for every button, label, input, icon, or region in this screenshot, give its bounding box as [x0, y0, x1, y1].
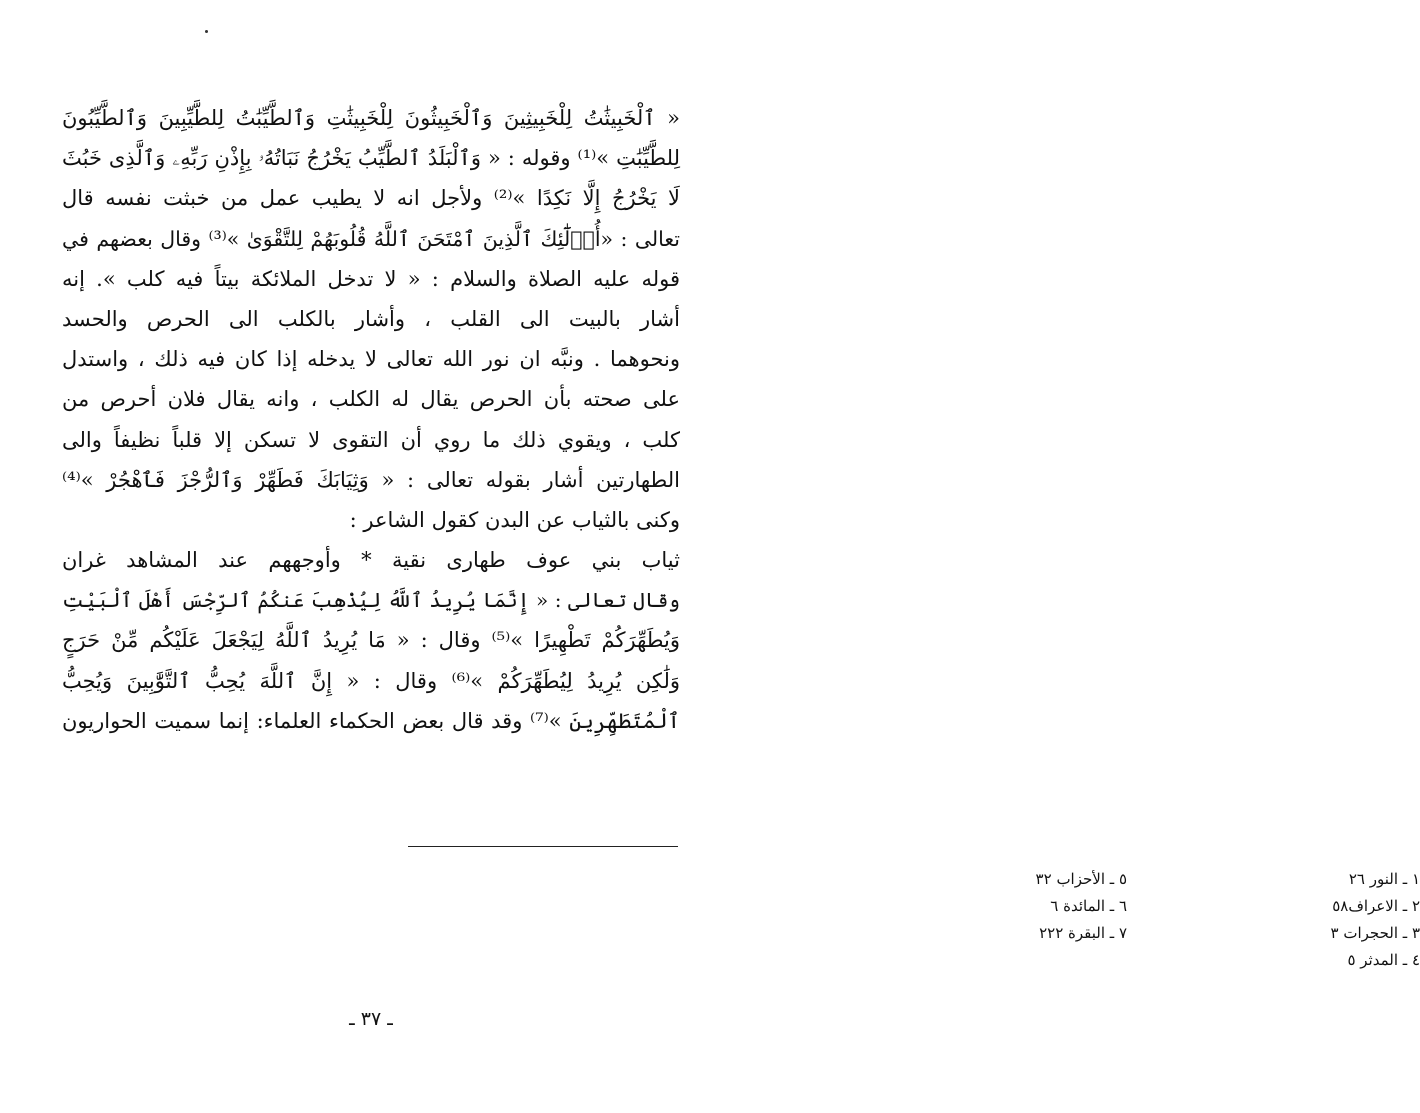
- text-line: كلب ، ويقوي ذلك ما روي أن التقوى لا تسكن إلا قلباً نظيفاً والى: [62, 427, 680, 452]
- footnote: ٥ ـ الأحزاب ٣٢: [1035, 870, 1127, 888]
- text-line: وكنى بالثياب عن البدن كقول الشاعر :: [349, 507, 680, 532]
- text-line: « ٱلْخَبِيثَٰتُ لِلْخَبِيثِينَ وَٱلْخَبِيثُونَ لِلْخَبِيثَٰتِ وَٱلطَّيِّبَٰتُ لِلطَّيِّبِينَ وَٱلطَّيِّبُونَ: [62, 106, 680, 130]
- poetry-verse: ثياب بني عوف طهارى نقية * وأوجههم عند المشاهد غران: [62, 548, 680, 573]
- footnote: ٧ ـ البقرة ٢٢٢: [1039, 924, 1127, 942]
- footnote: ٣ ـ الحجرات ٣: [1330, 924, 1420, 942]
- text-line: وَيُطَهِّرَكُمْ تَطْهِيرًا »⁽⁵⁾ وقال : « مَا يُرِيدُ ٱللَّهُ لِيَجْعَلَ عَلَيْكُم مِّنْ حَرَجٍ: [62, 628, 681, 653]
- footnotes-right-column: [1240, 866, 1420, 974]
- page-number: ـ ٣٧ ـ: [349, 1008, 393, 1030]
- text-line: ونحوهما . ونبَّه ان نور الله تعالى لا يدخله إذا كان فيه ذلك ، واستدل: [62, 347, 680, 372]
- text-line: قوله عليه الصلاة والسلام : « لا تدخل الملائكة بيتاً فيه كلب ». إنه: [62, 266, 680, 291]
- footnote-divider: [408, 846, 678, 847]
- text-line: تعالى : «أُو۟لَٰٓئِكَ ٱلَّذِينَ ٱمْتَحَنَ ٱللَّهُ قُلُوبَهُمْ لِلتَّقْوَىٰ »⁽³⁾ وقال بعضهم في: [62, 226, 680, 251]
- footnote: ١ ـ النور ٢٦: [1348, 870, 1420, 888]
- text-line: على صحته بأن الحرص يقال له الكلب ، وانه يقال فلان أحرص من: [62, 387, 680, 412]
- page-speck: [205, 30, 208, 33]
- text-line: الطهارتين أشار بقوله تعالى : « وَثِيَابَكَ فَطَهِّرْ وَٱلرُّجْزَ فَٱهْجُرْ »⁽⁴⁾: [62, 467, 680, 492]
- body-text: [62, 98, 680, 830]
- text-line: وقال تعالى : « إِنَّمَا يُرِيدُ ٱللَّهُ لِيُذْهِبَ عَنكُمُ ٱلرِّجْسَ أَهْلَ ٱلْبَيْتِ: [62, 588, 680, 613]
- footnote: ٤ ـ المدثر ٥: [1347, 951, 1420, 969]
- text-line: لِلطَّيِّبَٰتِ »⁽¹⁾ وقوله : « وَٱلْبَلَدُ ٱلطَّيِّبُ يَخْرُجُ نَبَاتُهُۥ بِإِذْنِ رَبِّهِۦ وَٱلَّذِى خَبُثَ: [62, 146, 680, 171]
- text-line: وَلَٰكِن يُرِيدُ لِيُطَهِّرَكُمْ »⁽⁶⁾ وقال : « إِنَّ ٱللَّهَ يُحِبُّ ٱلتَّوَّٰبِينَ وَيُحِبُّ: [62, 668, 680, 693]
- footnotes-left-column: [947, 866, 1127, 947]
- footnote: ٢ ـ الاعراف٥٨: [1332, 897, 1420, 915]
- text-line: ٱلْمُتَطَهِّرِينَ »⁽⁷⁾ وقد قال بعض الحكماء العلماء: إنما سميت الحواريون: [62, 708, 680, 733]
- text-line: أشار بالبيت الى القلب ، وأشار بالكلب الى الحرص والحسد: [62, 306, 680, 331]
- text-line: لَا يَخْرُجُ إِلَّا نَكِدًا »⁽²⁾ ولأجل انه لا يطيب عمل من خبثت نفسه قال: [62, 186, 681, 211]
- footnote: ٦ ـ المائدة ٦: [1050, 897, 1127, 915]
